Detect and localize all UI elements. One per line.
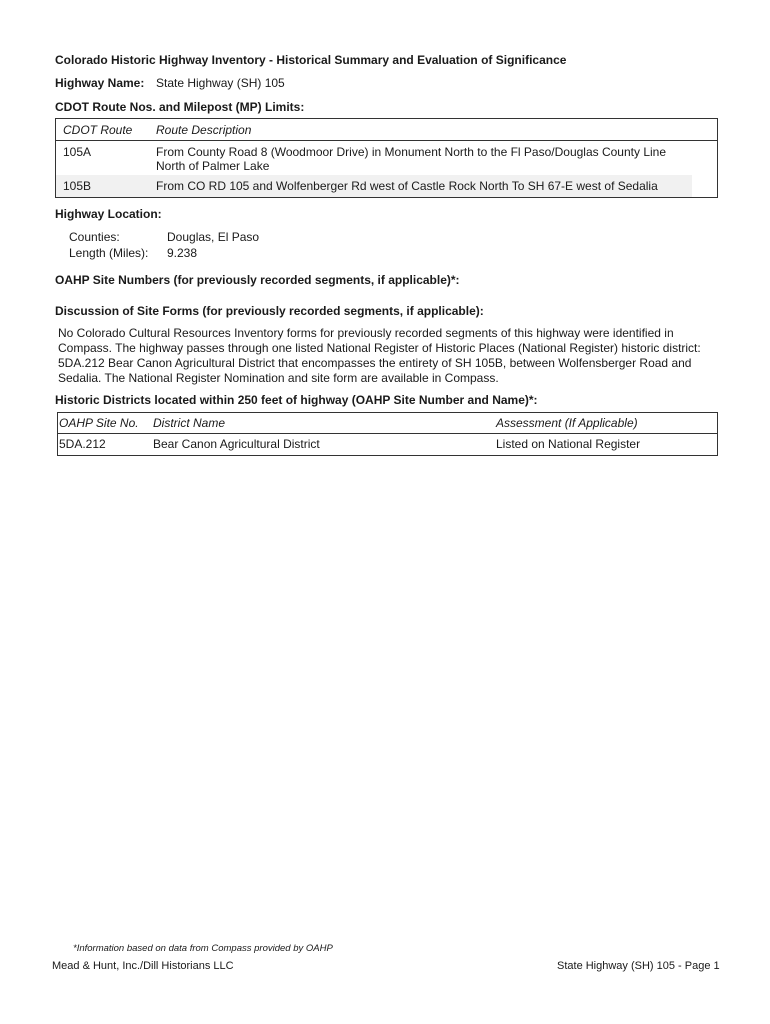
counties-value: Douglas, El Paso [167,230,260,244]
districts-table [57,412,718,456]
document-title: Colorado Historic Highway Inventory - Historical Summary and Evaluation of Significance [55,53,567,67]
districts-heading: Historic Districts located within 250 feet of highway (OAHP Site Number and Name)*: [55,393,538,407]
table-row [56,141,717,175]
footer-left-text: Mead & Hunt, Inc./Dill Historians LLC [52,960,234,972]
discussion-heading: Discussion of Site Forms (for previously recorded segments, if applicable): [55,304,484,318]
highway-name-label: Highway Name: [55,76,145,90]
district-header-assessment: Assessment (If Applicable) [496,416,638,430]
route-header-description: Route Description [156,123,252,137]
discussion-text: No Colorado Cultural Resources Inventory forms for previously recorded segments of this highway were identified in Compass. The highway passes through one listed National Register of Historic Places (National Register) historic district: 5DA.212 Bear Canon Agricultural District that encompasses the entirety of SH 105B, between Wolfensberger Road and Sedalia. The National Register Nomination and site form are available in Compass. [58,326,701,385]
length-label: Length (Miles): [69,246,149,260]
counties-label: Counties: [69,230,120,244]
route-table [55,118,718,198]
districts-table-header [58,413,717,434]
route-heading: CDOT Route Nos. and Milepost (MP) Limits: [55,100,305,114]
table-row [58,434,717,455]
route-description: From County Road 8 (Woodmoor Drive) in Monument North to the Fl Paso/Douglas County Line North of Palmer Lake [156,145,667,173]
district-assessment: Listed on National Register [496,437,641,451]
footnote: *Information based on data from Compass provided by OAHP [73,943,333,954]
oahp-site-numbers-heading: OAHP Site Numbers (for previously recorded segments, if applicable)*: [55,273,460,287]
district-header-site-no: OAHP Site No. [59,416,139,430]
route-header-cdot-route: CDOT Route [63,123,133,137]
district-site-no: 5DA.212 [59,437,106,451]
table-row [56,175,692,197]
route-number: 105A [63,145,92,159]
highway-name-value: State Highway (SH) 105 [156,76,285,90]
length-value: 9.238 [167,246,198,260]
route-table-header [56,119,717,141]
district-name: Bear Canon Agricultural District [153,437,320,451]
district-header-name: District Name [153,416,226,430]
footer-page-number: State Highway (SH) 105 - Page 1 [557,960,720,972]
route-description: From CO RD 105 and Wolfenberger Rd west of Castle Rock North To SH 67-E west of Sedalia [156,179,658,193]
location-heading: Highway Location: [55,207,162,221]
route-number: 105B [63,179,92,193]
